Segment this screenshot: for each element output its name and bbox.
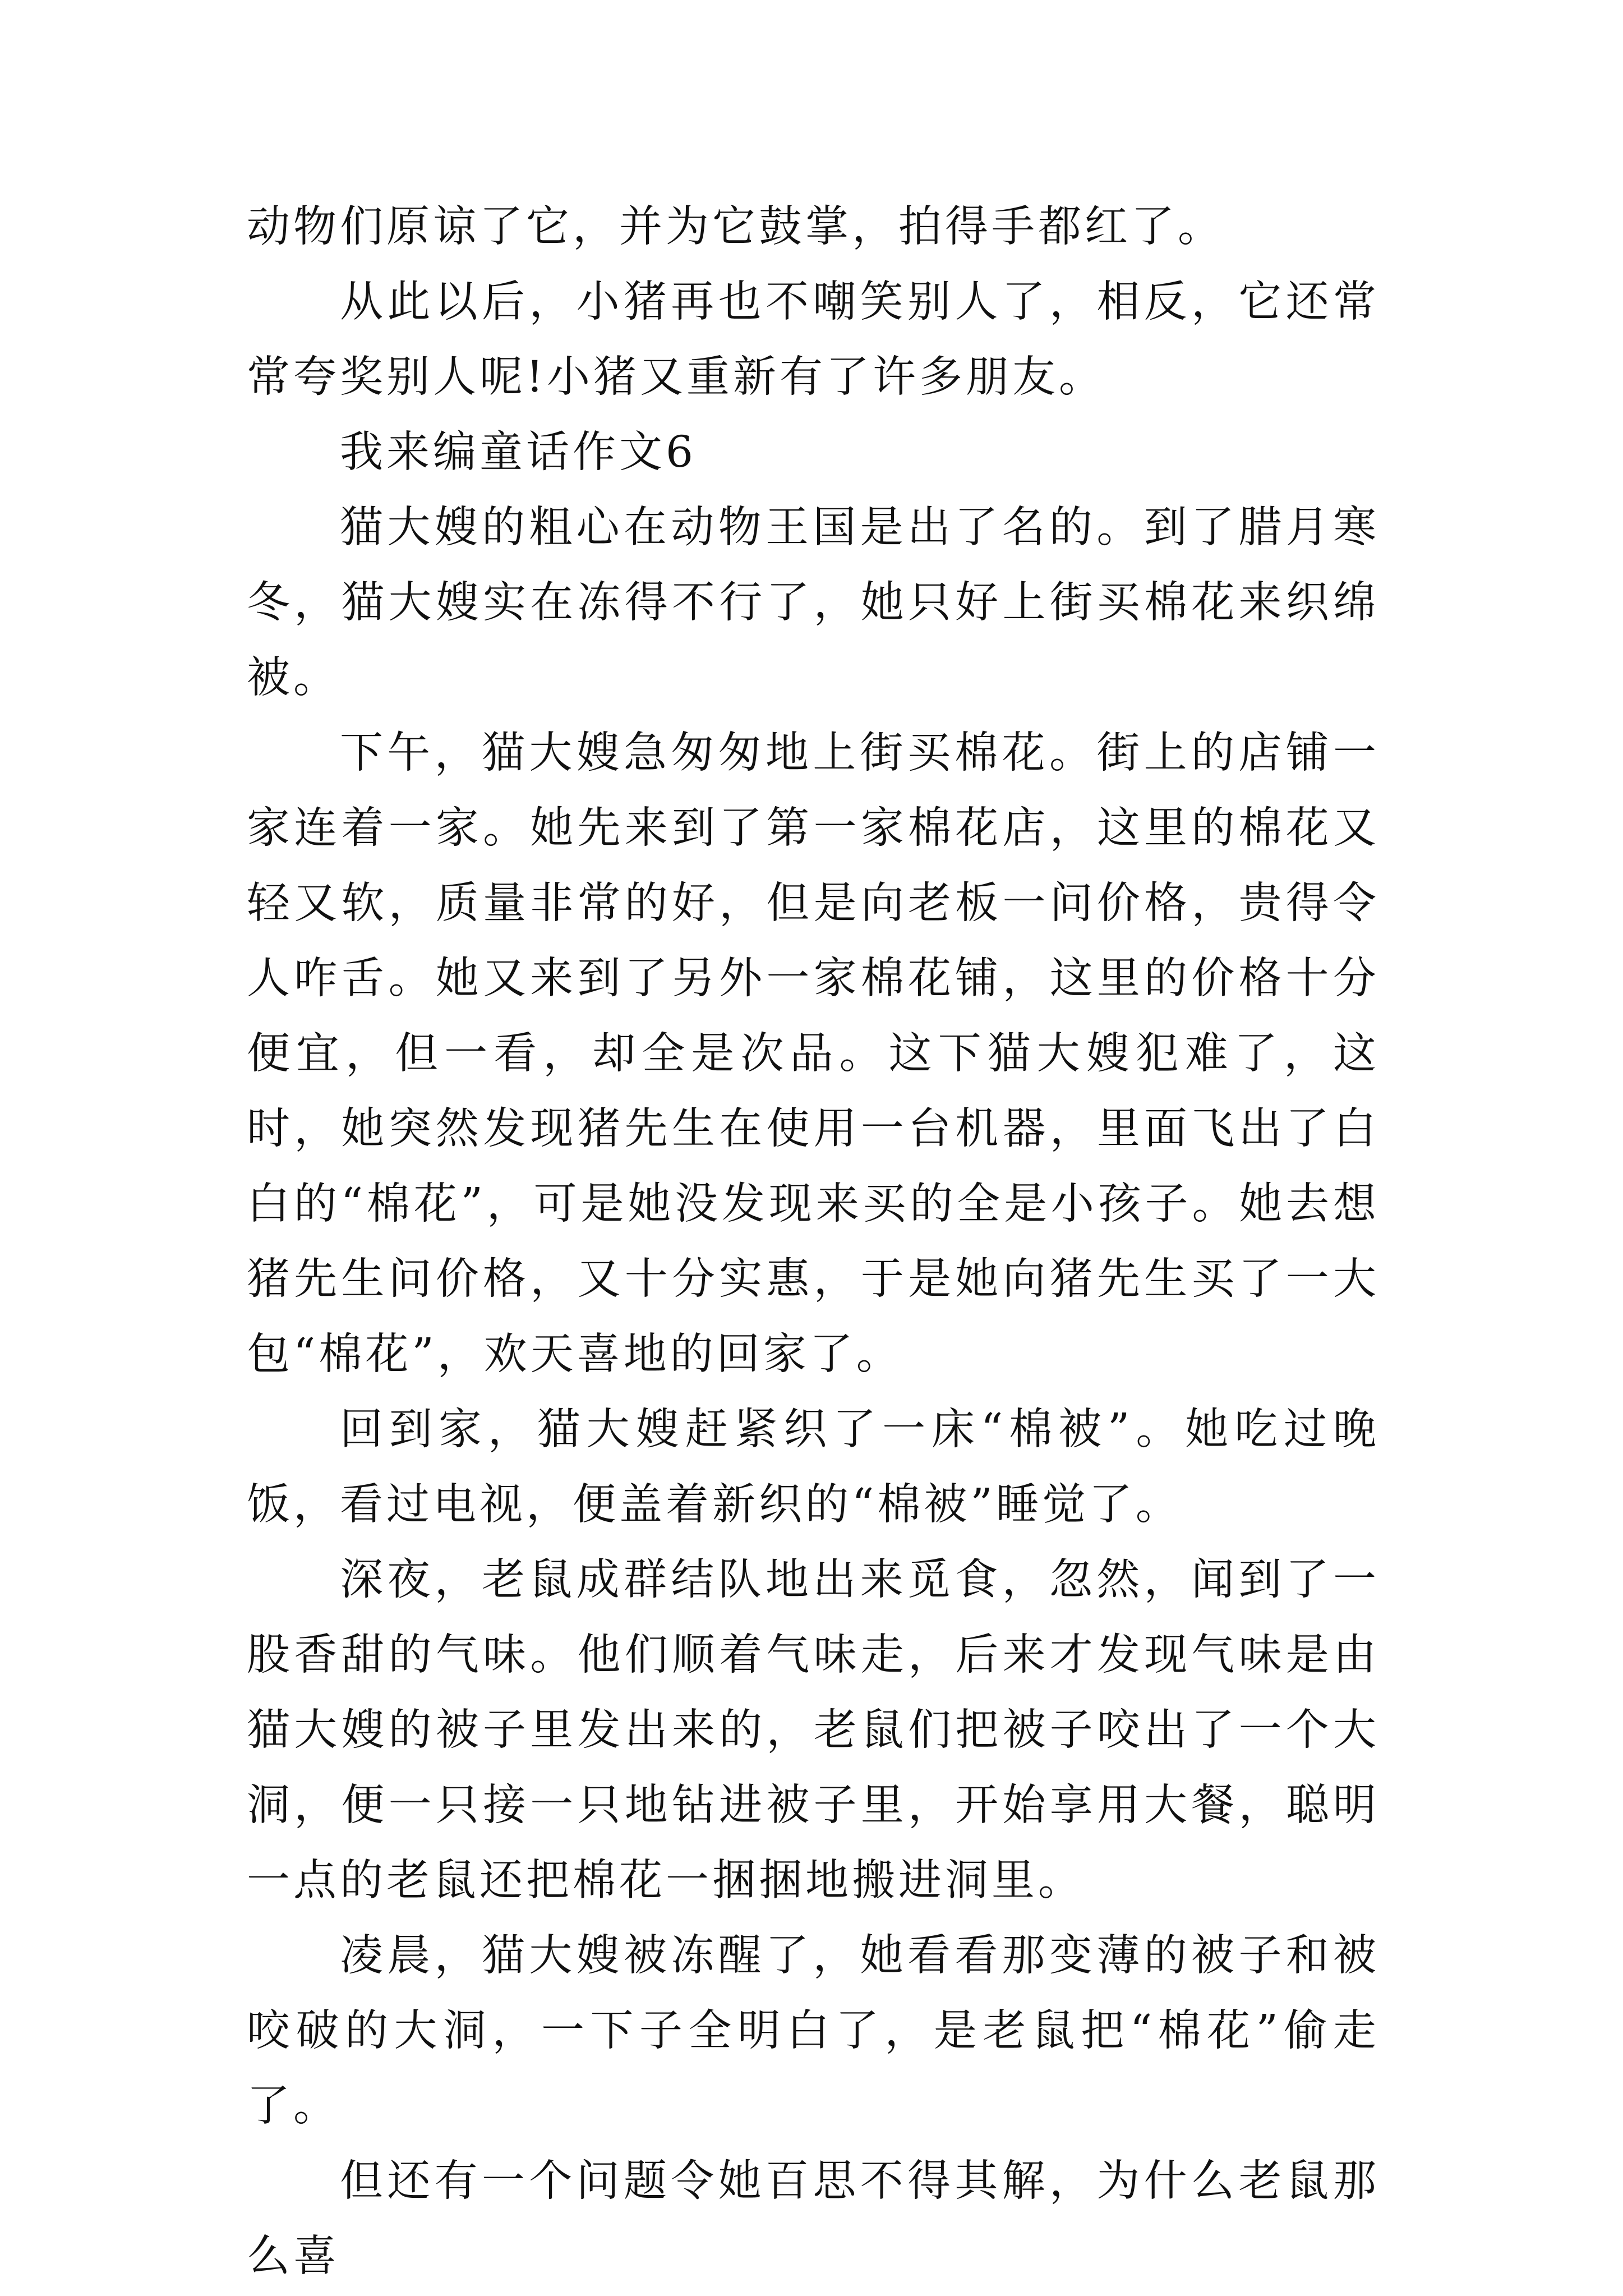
document-body bbox=[247, 190, 1380, 2294]
paragraph-continuation: 动物们原谅了它，并为它鼓掌，拍得手都红了。 bbox=[247, 202, 1224, 252]
paragraph-dawn: 凌晨，猫大嫂被冻醒了，她看看那变薄的被子和被咬破的大洞，一下子全明白了，是老鼠把“棉花”偷走了。 bbox=[247, 1931, 1380, 2131]
paragraph-weaving-quilt: 回到家，猫大嫂赶紧织了一床“棉被”。她吃过晚饭，看过电视，便盖着新织的“棉被”睡觉了。 bbox=[247, 1405, 1380, 1530]
essay-heading: 我来编童话作文6 bbox=[340, 427, 697, 477]
paragraph-mice-night: 深夜，老鼠成群结队地出来觅食，忽然，闻到了一股香甜的气味。他们顺着气味走，后来才发现气味是由猫大嫂的被子里发出来的，老鼠们把被子咬出了一个大洞，便一只接一只地钻进被子里，开始享用大餐，聪明一点的老鼠还把棉花一捆捆地搬进洞里。 bbox=[247, 1555, 1380, 1906]
paragraph-cat-intro: 猫大嫂的粗心在动物王国是出了名的。到了腊月寒冬，猫大嫂实在冻得不行了，她只好上街买棉花来织绵被。 bbox=[247, 503, 1380, 703]
paragraph-buying-cotton: 下午，猫大嫂急匆匆地上街买棉花。街上的店铺一家连着一家。她先来到了第一家棉花店，这里的棉花又轻又软，质量非常的好，但是向老板一问价格，贵得令人咋舌。她又来到了另外一家棉花铺，这里的价格十分便宜，但一看，却全是次品。这下猫大嫂犯难了，这时，她突然发现猪先生在使用一台机器，里面飞出了白白的“棉花”，可是她没发现来买的全是小孩子。她去想猪先生问价格，又十分实惠，于是她向猪先生买了一大包“棉花”，欢天喜地的回家了。 bbox=[247, 728, 1380, 1379]
paragraph-pig-friends: 从此以后，小猪再也不嘲笑别人了，相反，它还常常夸奖别人呢!小猪又重新有了许多朋友。 bbox=[247, 277, 1380, 402]
paragraph-question: 但还有一个问题令她百思不得其解，为什么老鼠那么喜 bbox=[247, 2156, 1380, 2281]
